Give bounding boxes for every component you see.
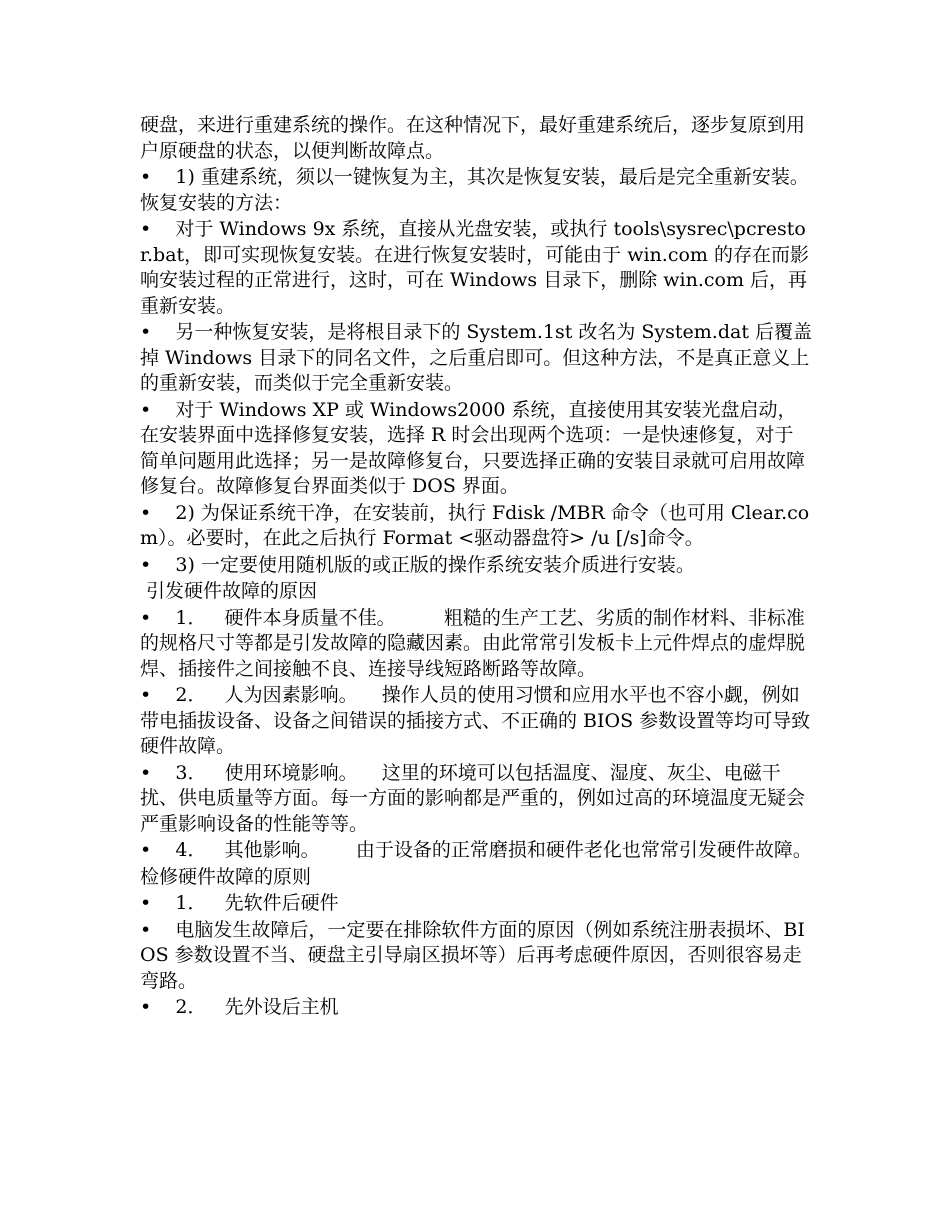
bullet-mark: • [140, 398, 152, 421]
section-heading [140, 865, 812, 891]
bullet-mark: • [140, 918, 152, 941]
list-item-text: 3． 使用环境影响。 这里的环境可以包括温度、湿度、灰尘、电磁干扰、供电质量等方面。每一方面的影响都是严重的，例如过高的环境温度无疑会严重影响设备的性能等等。 [140, 761, 806, 835]
list-item-text: 2) 为保证系统干净，在安装前，执行 Fdisk /MBR 命令（也可用 Clear.com）。必要时，在此之后执行 Format <驱动器盘符> /u [/s]命令。 [140, 501, 810, 549]
list-item-text: 1． 硬件本身质量不佳。 粗糙的生产工艺、劣质的制作材料、非标准的规格尺寸等都是引发故障的隐藏因素。由此常常引发板卡上元件焊点的虚焊脱焊、插接件之间接触不良、连接导线短路断路等故障。 [140, 606, 806, 680]
paragraph-text: 硬盘，来进行重建系统的操作。在这种情况下，最好重建系统后，逐步复原到用户原硬盘的状态，以便判断故障点。 [140, 114, 806, 162]
bullet-mark: • [140, 761, 152, 784]
list-item-text: 2． 人为因素影响。 操作人员的使用习惯和应用水平也不容小觑，例如带电插拔设备、设备之间错误的插接方式、不正确的 BIOS 参数设置等均可导致硬件故障。 [140, 684, 811, 757]
list-item [140, 683, 812, 760]
list-item [140, 320, 812, 397]
list-item [140, 995, 812, 1021]
list-item [140, 918, 812, 995]
list-item [140, 165, 812, 216]
list-item-text: 1) 重建系统，须以一键恢复为主，其次是恢复安装，最后是完全重新安装。恢复安装的方法： [140, 166, 809, 214]
list-item [140, 891, 812, 917]
list-item-text: 电脑发生故障后，一定要在排除软件方面的原因（例如系统注册表损坏、BIOS 参数设置不当、硬盘主引导扇区损坏等）后再考虑硬件原因，否则很容易走弯路。 [140, 918, 805, 992]
list-item-text: 对于 Windows 9x 系统，直接从光盘安装，或执行 tools\sysrec\pcrestor.bat，即可实现恢复安装。在进行恢复安装时，可能由于 win.com 的存在而影响安装过程的正常进行，这时，可在 Windows 目录下，删除 win.com 后，再重新安装。 [140, 218, 809, 317]
bullet-mark: • [140, 606, 152, 629]
list-item-text: 另一种恢复安装，是将根目录下的 System.1st 改名为 System.dat 后覆盖掉 Windows 目录下的同名文件，之后重启即可。但这种方法，不是真正意义上的重新安装，而类似于完全重新安装。 [140, 321, 813, 394]
list-item [140, 838, 812, 864]
list-item-text: 1． 先软件后硬件 [151, 892, 339, 914]
list-item-text: 对于 Windows XP 或 Windows2000 系统，直接使用其安装光盘启动，在安装界面中选择修复安装，选择 R 时会出现两个选项：一是快速修复，对于简单问题用此选择；另一是故障修复台，只要选择正确的安装目录就可启用故障修复台。故障修复台界面类似于 DOS 界面。 [140, 398, 806, 497]
bullet-mark: • [140, 501, 152, 524]
list-item [140, 501, 812, 552]
list-item [140, 761, 812, 838]
bullet-mark: • [140, 553, 152, 576]
bullet-mark: • [140, 996, 152, 1018]
paragraph-intro [140, 113, 812, 164]
bullet-mark: • [140, 321, 152, 343]
list-item [140, 606, 812, 683]
bullet-mark: • [140, 839, 152, 861]
bullet-mark: • [140, 218, 152, 240]
list-item [140, 553, 812, 579]
list-item-text: 4． 其他影响。 由于设备的正常磨损和硬件老化也常常引发硬件故障。 [151, 839, 812, 861]
document-body [140, 113, 812, 1022]
list-item-text: 2． 先外设后主机 [151, 996, 339, 1018]
list-item [140, 217, 812, 319]
bullet-mark: • [140, 166, 152, 188]
bullet-mark: • [140, 684, 152, 706]
list-item [140, 398, 812, 500]
bullet-mark: • [140, 892, 152, 914]
section-heading-text: 引发硬件故障的原因 [140, 580, 318, 602]
list-item-text: 3) 一定要使用随机版的或正版的操作系统安装介质进行安装。 [151, 553, 695, 576]
section-heading-text: 检修硬件故障的原则 [140, 865, 312, 888]
section-heading [140, 579, 812, 605]
